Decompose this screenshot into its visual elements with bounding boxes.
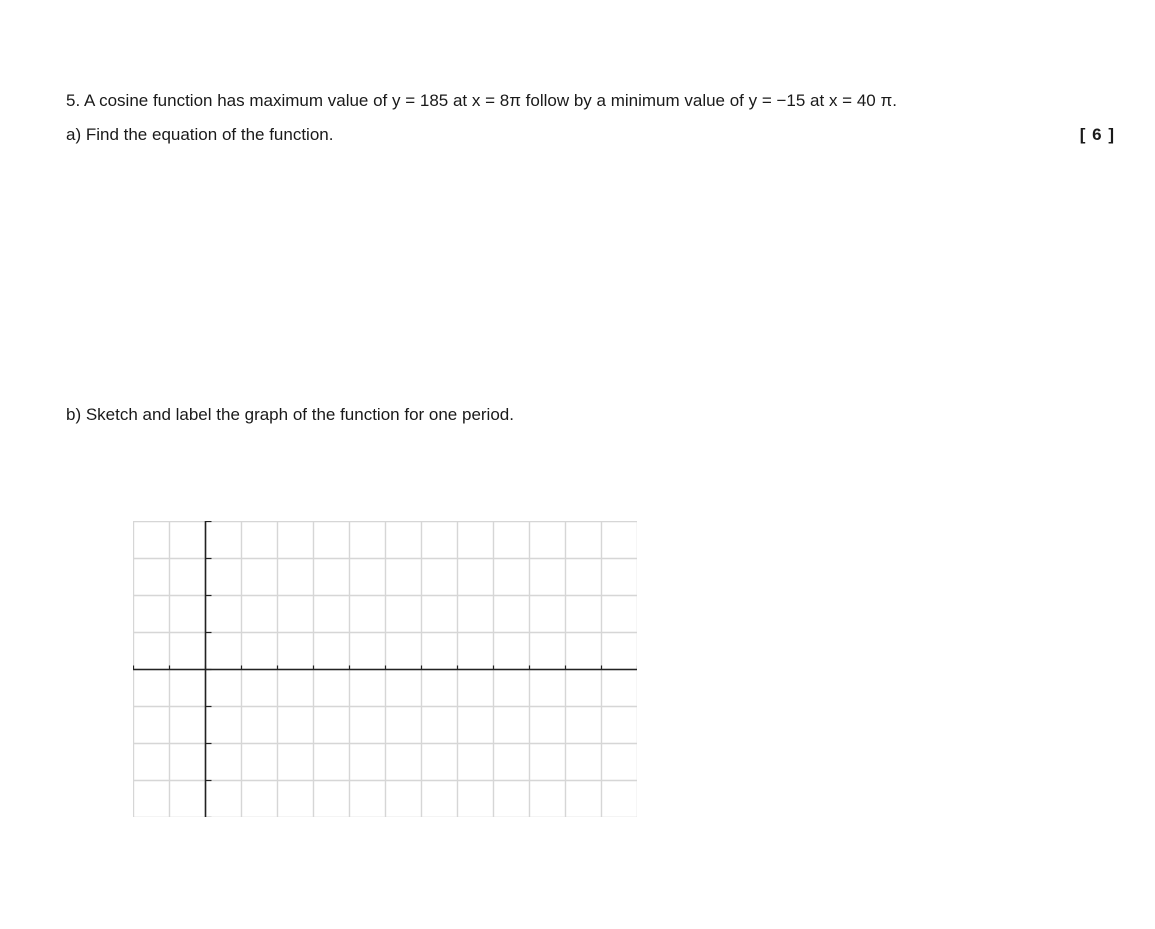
part-a-prompt: a) Find the equation of the function. xyxy=(66,125,334,144)
part-a-marks: [ 6 ] xyxy=(1079,125,1115,144)
graph-grid xyxy=(133,521,637,817)
question-stem: 5. A cosine function has maximum value of y = 185 at x = 8π follow by a minimum value of y = −15 at x = 40 π. xyxy=(66,91,897,110)
graph-paper xyxy=(133,521,637,817)
part-b-prompt: b) Sketch and label the graph of the function for one period. xyxy=(66,405,514,424)
